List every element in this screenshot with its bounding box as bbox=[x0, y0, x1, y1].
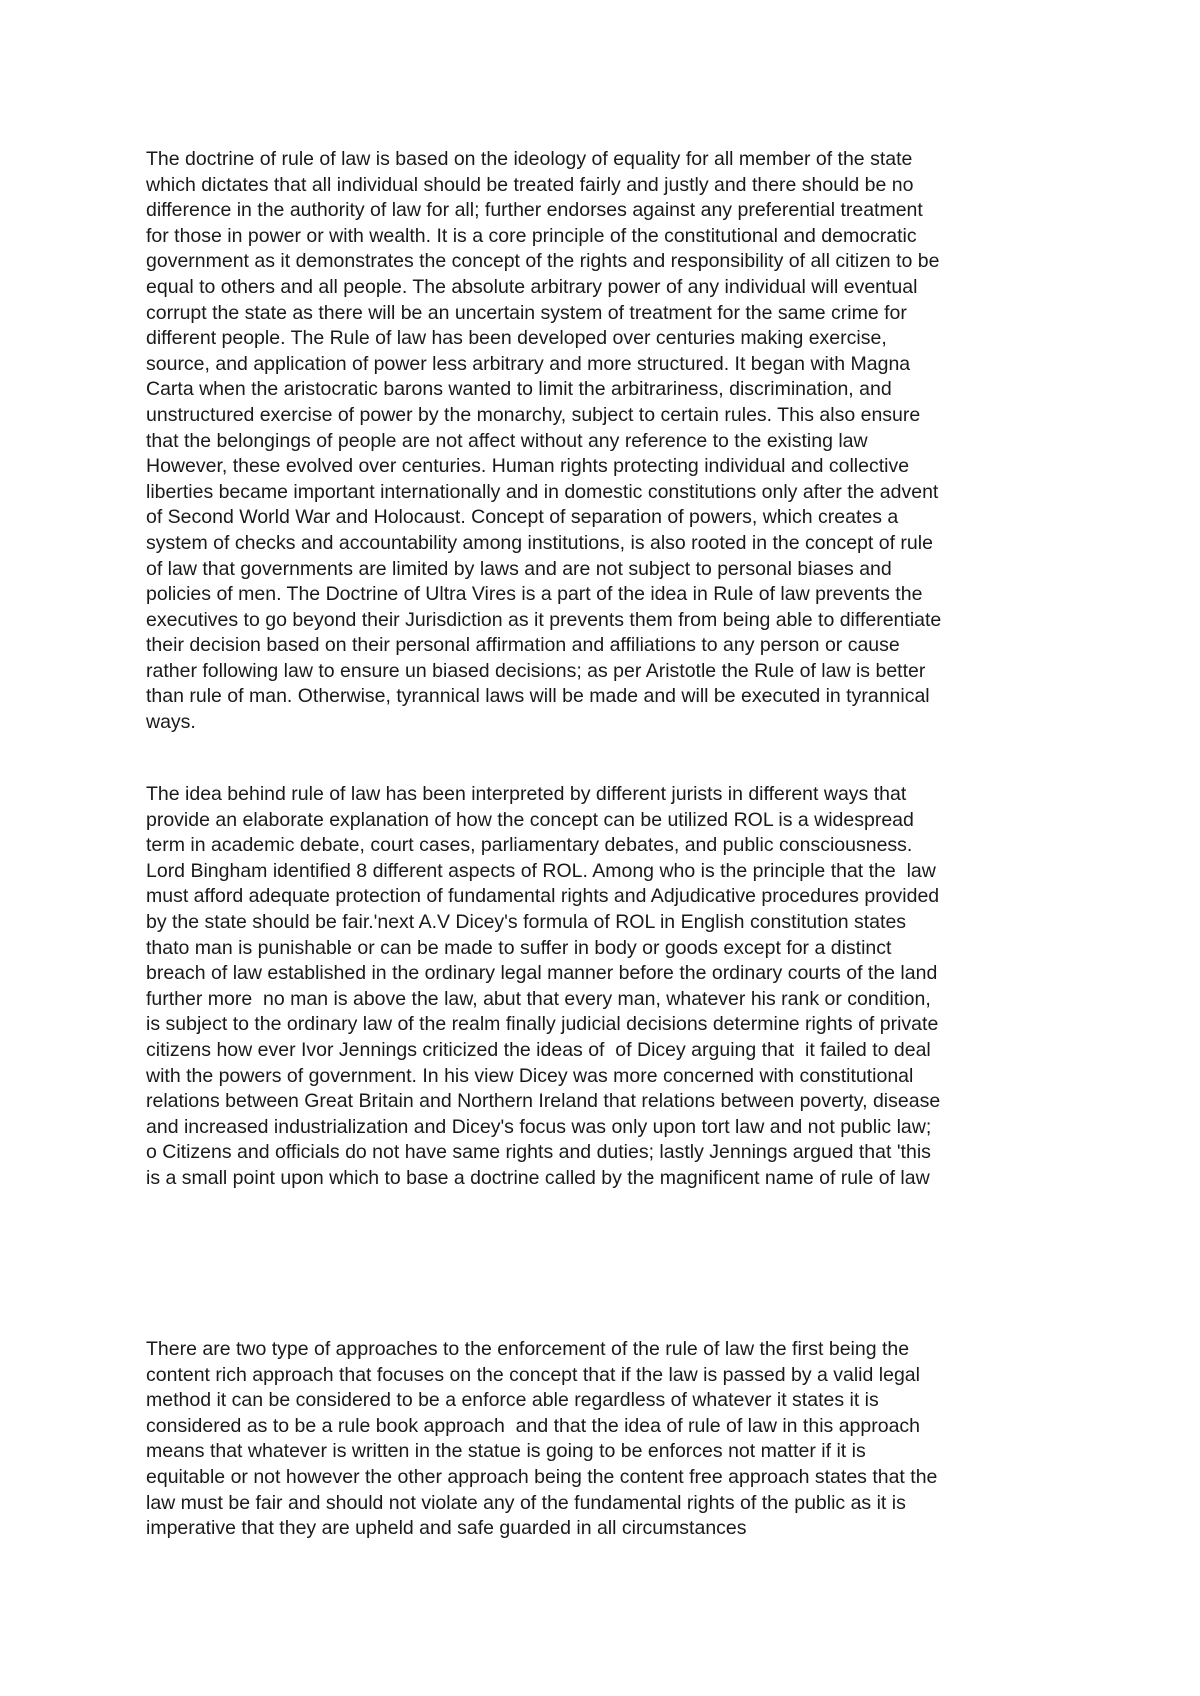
text-line: citizens how ever Ivor Jennings criticized the ideas of of Dicey arguing that it failed to deal bbox=[146, 1038, 931, 1061]
text-line: imperative that they are upheld and safe guarded in all circumstances bbox=[146, 1517, 747, 1540]
text-line: further more no man is above the law, abut that every man, whatever his rank or condition, bbox=[146, 987, 931, 1010]
text-line: government as it demonstrates the concept of the rights and responsibility of all citizen to be bbox=[146, 250, 940, 273]
text-line: method it can be considered to be a enforce able regardless of whatever it states it is bbox=[146, 1389, 879, 1412]
text-line: Lord Bingham identified 8 different aspects of ROL. Among who is the principle that the law bbox=[146, 859, 936, 882]
text-line: of law that governments are limited by laws and are not subject to personal biases and bbox=[146, 557, 892, 580]
paragraph-jurists-interpretations bbox=[146, 782, 940, 1192]
text-line: rather following law to ensure un biased decisions; as per Aristotle the Rule of law is better bbox=[146, 659, 926, 682]
text-line: content rich approach that focuses on the concept that if the law is passed by a valid legal bbox=[146, 1363, 920, 1386]
text-line: different people. The Rule of law has been developed over centuries making exercise, bbox=[146, 327, 887, 350]
text-line: difference in the authority of law for all; further endorses against any preferential treatment bbox=[146, 199, 923, 222]
text-line: law must be fair and should not violate any of the fundamental rights of the public as it is bbox=[146, 1491, 906, 1514]
text-line: unstructured exercise of power by the monarchy, subject to certain rules. This also ensure bbox=[146, 403, 921, 426]
text-line: means that whatever is written in the statue is going to be enforces not matter if it is bbox=[146, 1440, 866, 1463]
text-line: Carta when the aristocratic barons wanted to limit the arbitrariness, discrimination, and bbox=[146, 378, 892, 401]
text-line: with the powers of government. In his view Dicey was more concerned with constitutional bbox=[146, 1064, 914, 1087]
text-line: which dictates that all individual should be treated fairly and justly and there should be no bbox=[146, 173, 914, 196]
text-line: by the state should be fair.'next A.V Dicey's formula of ROL in English constitution states bbox=[146, 910, 907, 933]
text-line: is subject to the ordinary law of the realm finally judicial decisions determine rights of private bbox=[146, 1013, 939, 1036]
text-line: system of checks and accountability among institutions, is also rooted in the concept of rule bbox=[146, 531, 933, 554]
text-line: of Second World War and Holocaust. Concept of separation of powers, which creates a bbox=[146, 506, 899, 529]
text-line: The doctrine of rule of law is based on the ideology of equality for all member of the state bbox=[146, 148, 913, 170]
text-line: considered as to be a rule book approach and that the idea of rule of law in this approach bbox=[146, 1414, 921, 1437]
text-line: that the belongings of people are not affect without any reference to the existing law bbox=[146, 429, 868, 452]
text-line: thato man is punishable or can be made to suffer in body or goods except for a distinct bbox=[146, 936, 892, 959]
text-line: must afford adequate protection of fundamental rights and Adjudicative procedures provided bbox=[146, 885, 940, 908]
text-line: liberties became important internationally and in domestic constitutions only after the advent bbox=[146, 480, 939, 503]
text-line: o Citizens and officials do not have same rights and duties; lastly Jennings argued that 'this bbox=[146, 1141, 931, 1164]
text-line: ways. bbox=[146, 711, 196, 734]
text-line: for those in power or with wealth. It is a core principle of the constitutional and democratic bbox=[146, 224, 917, 247]
text-line: breach of law established in the ordinary legal manner before the ordinary courts of the land bbox=[146, 962, 938, 985]
text-line: There are two type of approaches to the enforcement of the rule of law the first being the bbox=[146, 1338, 910, 1360]
text-line: policies of men. The Doctrine of Ultra Vires is a part of the idea in Rule of law prevents the bbox=[146, 583, 923, 606]
text-line: term in academic debate, court cases, parliamentary debates, and public consciousness. bbox=[146, 834, 913, 857]
text-line: relations between Great Britain and Northern Ireland that relations between poverty, disease bbox=[146, 1090, 941, 1113]
paragraph-rule-of-law-doctrine bbox=[146, 147, 941, 736]
text-line: executives to go beyond their Jurisdiction as it prevents them from being able to differentiate bbox=[146, 608, 942, 631]
paragraph-enforcement-approaches bbox=[146, 1337, 937, 1542]
text-line: equitable or not however the other approach being the content free approach states that the bbox=[146, 1465, 938, 1488]
text-line: provide an elaborate explanation of how the concept can be utilized ROL is a widespread bbox=[146, 808, 914, 831]
text-line: than rule of man. Otherwise, tyrannical laws will be made and will be executed in tyrannical bbox=[146, 685, 930, 708]
text-line: is a small point upon which to base a doctrine called by the magnificent name of rule of law bbox=[146, 1166, 930, 1189]
text-line: However, these evolved over centuries. Human rights protecting individual and collective bbox=[146, 455, 910, 478]
text-line: source, and application of power less arbitrary and more structured. It began with Magna bbox=[146, 352, 911, 375]
text-line: and increased industrialization and Dicey's focus was only upon tort law and not public law; bbox=[146, 1115, 932, 1138]
text-line: their decision based on their personal affirmation and affiliations to any person or cause bbox=[146, 634, 900, 657]
text-line: corrupt the state as there will be an uncertain system of treatment for the same crime for bbox=[146, 301, 907, 324]
text-line: The idea behind rule of law has been interpreted by different jurists in different ways that bbox=[146, 783, 907, 805]
text-line: equal to others and all people. The absolute arbitrary power of any individual will eventual bbox=[146, 275, 918, 298]
